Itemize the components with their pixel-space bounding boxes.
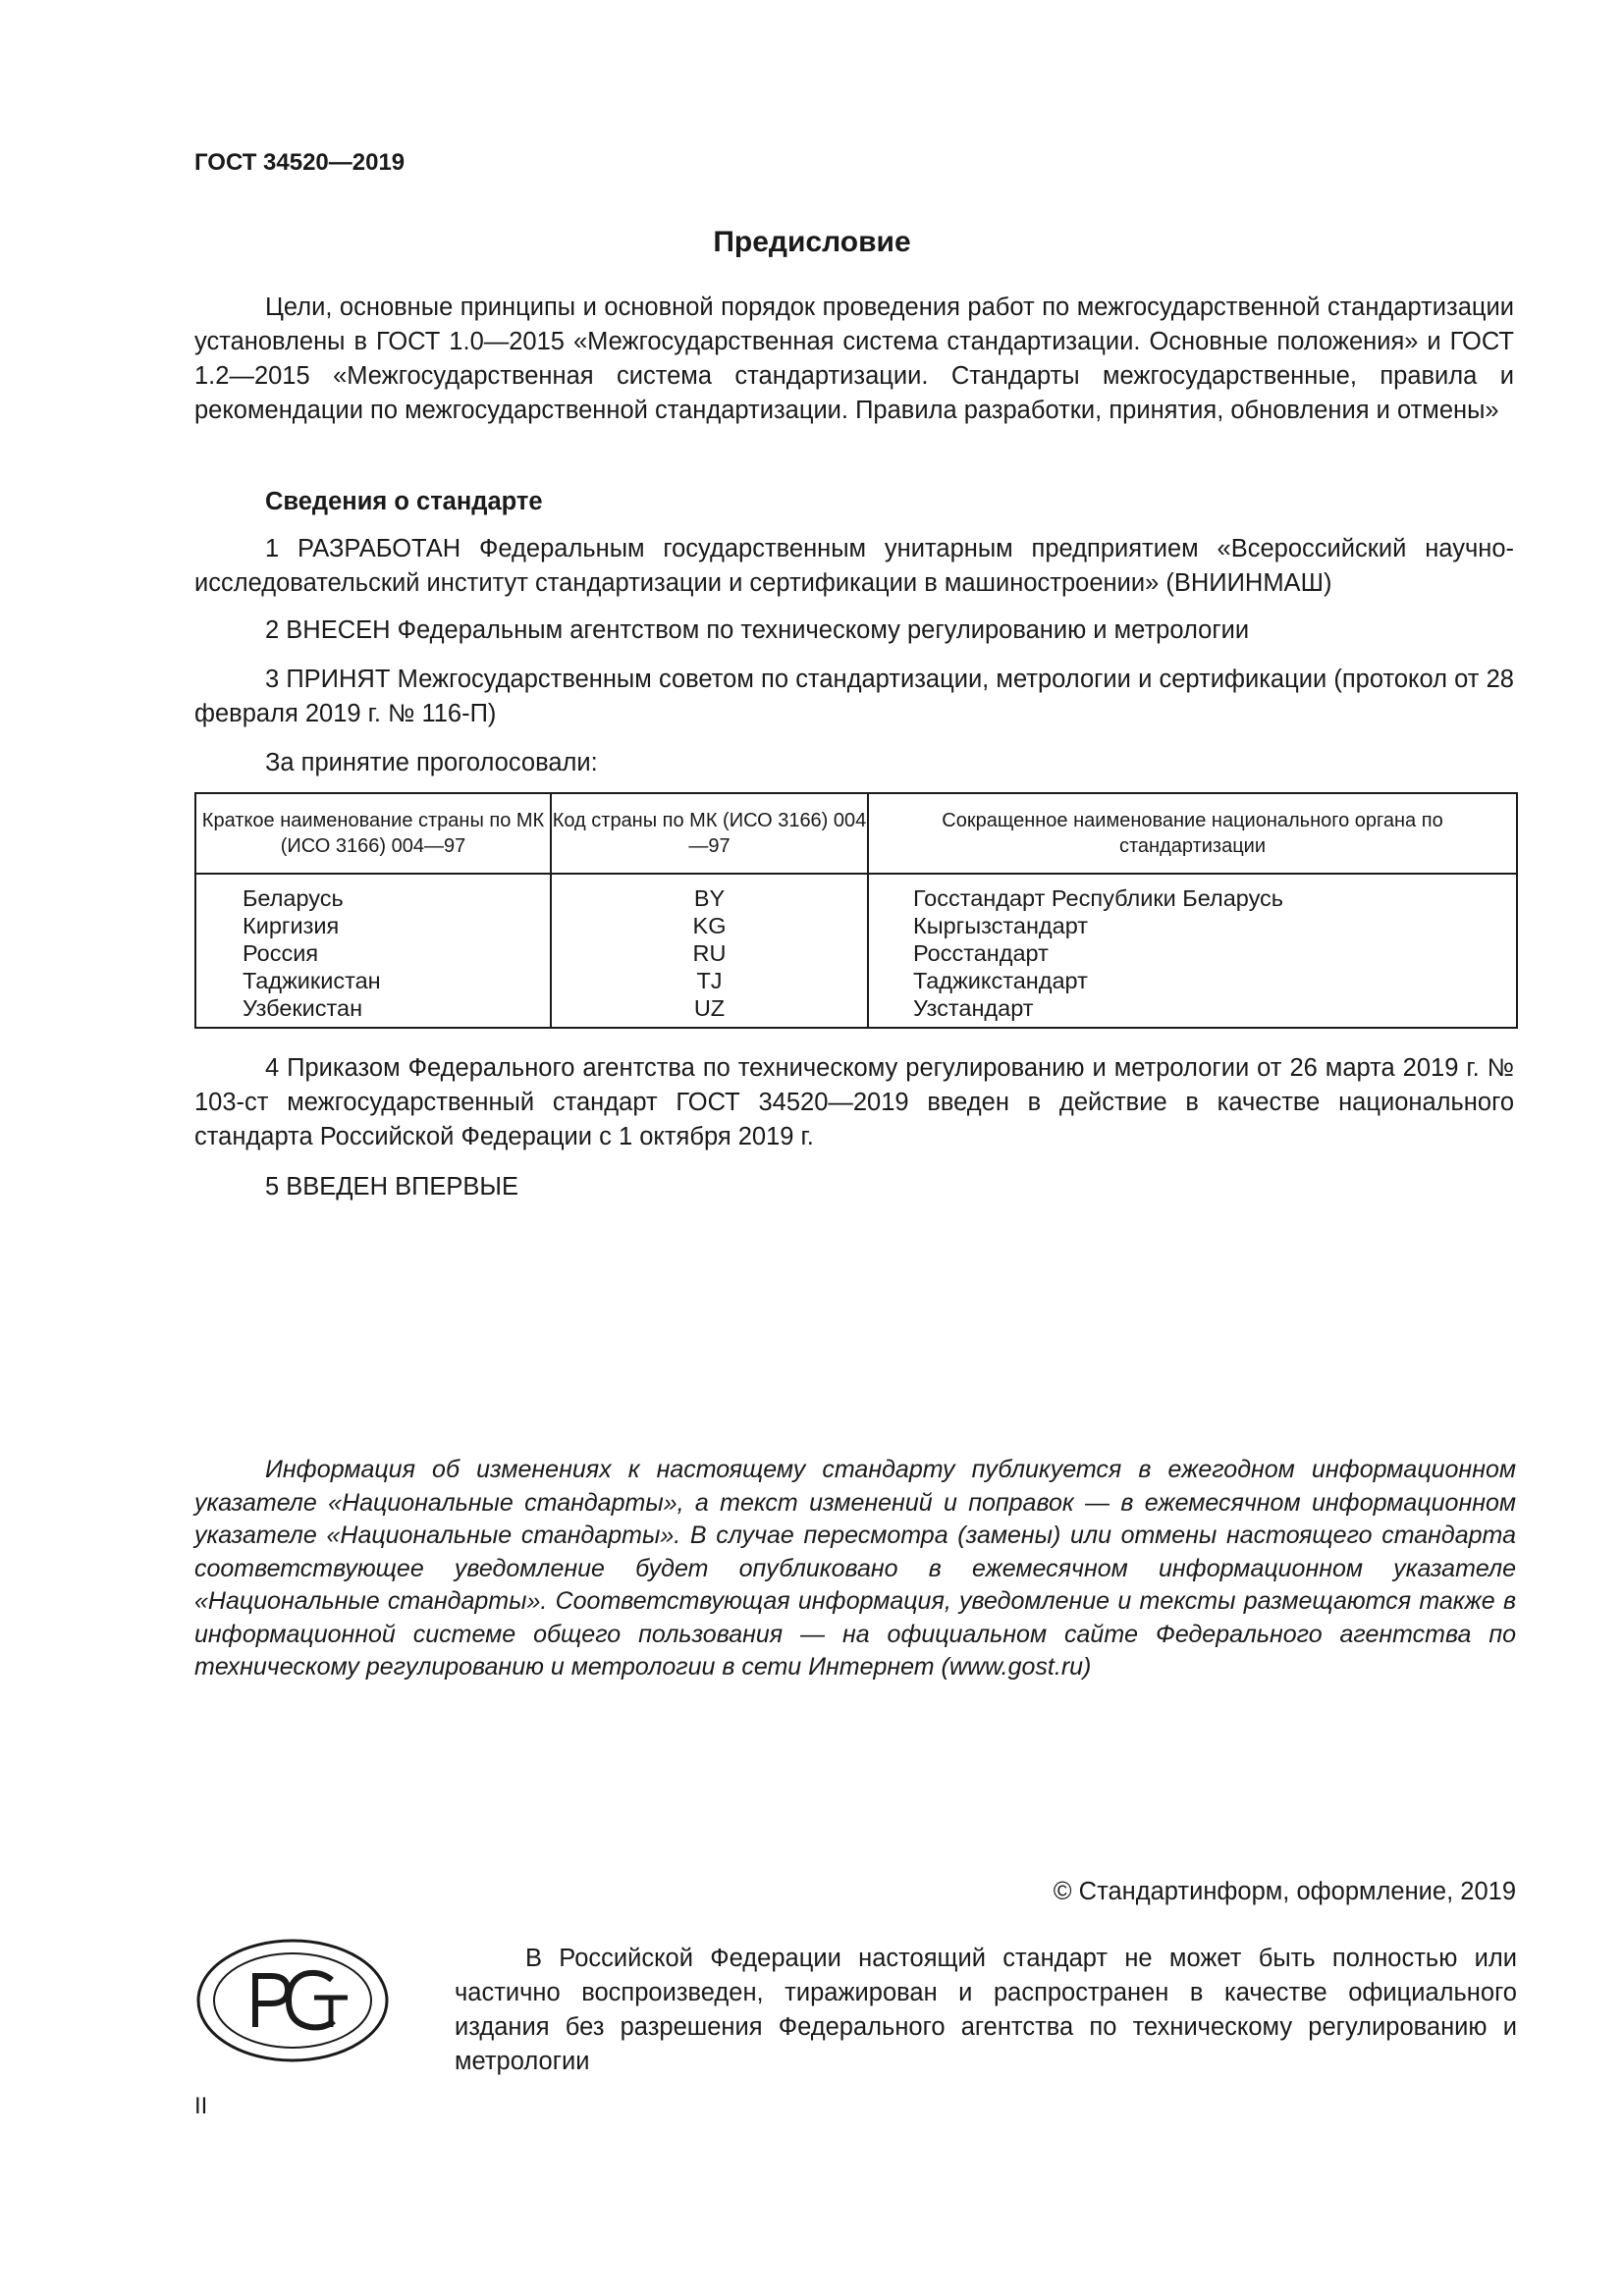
country-name: Таджикистан [243, 968, 381, 993]
national-organ: Госстандарт Республики Беларусь [913, 885, 1284, 911]
reproduction-notice: В Российской Федерации настоящий стандарт не может быть полностью или частично воспроизведен, тиражирован и распространен в качестве официального издания без разрешения Федерального агентства по техническому регулированию и метрологии [455, 1945, 1517, 2075]
item-3-block [194, 663, 1514, 731]
table-header-code: Код страны по МК (ИСО 3166) 004—97 [551, 793, 868, 874]
national-organ: Кыргызстандарт [913, 913, 1089, 938]
votes-table [194, 792, 1518, 1029]
item-adopted: 3 ПРИНЯТ Межгосударственным советом по стандартизации, метрологии и сертификации (протокол от 28 февраля 2019 г. № 116-П) [194, 666, 1514, 727]
country-code: BY [693, 885, 726, 911]
table-row [195, 874, 1517, 1028]
item-5-block [194, 1170, 1514, 1204]
country-name: Узбекистан [243, 995, 363, 1021]
document-code: ГОСТ 34520—2019 [194, 149, 406, 176]
rst-logo-icon [194, 1937, 391, 2064]
copyright-line: © Стандартинформ, оформление, 2019 [1053, 1878, 1516, 1905]
organs-cell [868, 874, 1517, 1028]
country-codes-cell [551, 874, 868, 1028]
country-names-cell [195, 874, 551, 1028]
info-heading-block [194, 485, 1514, 519]
intro-block [194, 291, 1514, 428]
national-organ: Узстандарт [913, 995, 1034, 1021]
votes-label-block [194, 746, 1514, 780]
national-organ: Таджикстандарт [913, 968, 1088, 993]
item-order: 4 Приказом Федерального агентства по техническому регулированию и метрологии от 26 марта 2019 г. № 103-ст межгосударственный стандарт ГОСТ 34520—2019 введен в действие в качестве национального стандарта Российской Федерации с 1 октября 2019 г. [194, 1054, 1514, 1150]
page-number: II [194, 2093, 208, 2119]
section-heading: Сведения о стандарте [265, 488, 543, 515]
item-2-block [194, 614, 1514, 648]
country-name: Киргизия [243, 913, 340, 938]
item-4-block [194, 1051, 1514, 1154]
item-1-block [194, 532, 1514, 601]
votes-label: За принятие проголосовали: [265, 749, 598, 776]
country-code: UZ [693, 995, 726, 1021]
table-header-country: Краткое наименование страны по МК (ИСО 3166) 004—97 [195, 793, 551, 874]
table-header-row [195, 793, 1517, 874]
national-organ: Росстандарт [913, 940, 1049, 966]
changes-info-note: Информация об изменениях к настоящему стандарту публикуется в ежегодном информационном указателе «Национальные стандарты», а текст изменений и поправок — в ежемесячном информационном указателе «Национальные стандарты». В случае пересмотра (замены) или отмены настоящего стандарта соответствующее уведомление будет опубликовано в ежемесячном информационном указателе «Национальные стандарты». Соответствующая информация, уведомление и тексты размещаются также в информационной системе общего пользования — на официальном сайте Федерального агентства по техническому регулированию и метрологии в сети Интернет (www.gost.ru) [194, 1456, 1516, 1681]
country-code: RU [692, 940, 727, 966]
page-title: Предисловие [713, 226, 911, 258]
item-first-introduced: 5 ВВЕДЕН ВПЕРВЫЕ [265, 1173, 519, 1201]
country-name: Беларусь [243, 885, 344, 911]
intro-paragraph: Цели, основные принципы и основной порядок проведения работ по межгосударственной стандартизации установлены в ГОСТ 1.0—2015 «Межгосударственная система стандартизации. Основные положения» и ГОСТ 1.2—2015 «Межгосударственная система стандартизации. Стандарты межгосударственные, правила и рекомендации по межгосударственной стандартизации. Правила разработки, принятия, обновления и отмены» [194, 294, 1514, 424]
country-name: Россия [243, 940, 319, 966]
table-header-organ: Сокращенное наименование национального органа по стандартизации [868, 793, 1517, 874]
item-introduced: 2 ВНЕСЕН Федеральным агентством по техническому регулированию и метрологии [265, 616, 1250, 644]
country-code: TJ [696, 968, 723, 993]
item-developed: 1 РАЗРАБОТАН Федеральным государственным унитарным предприятием «Всероссийский научно-исследовательский институт стандартизации и сертификации в машиностроении» (ВНИИНМАШ) [194, 535, 1514, 597]
country-code: KG [692, 913, 727, 938]
